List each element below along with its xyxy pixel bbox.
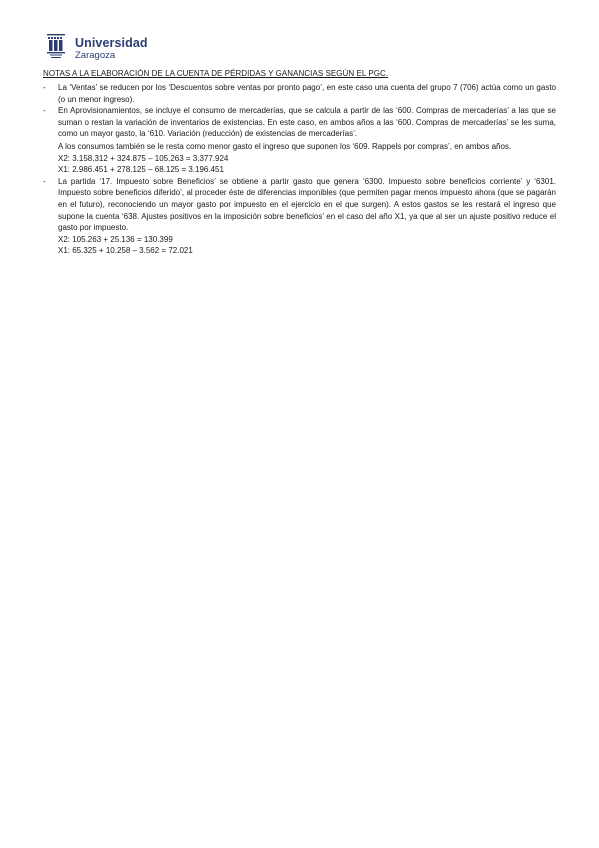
- calculation-line: X2: 3.158.312 + 324.875 – 105.263 = 3.377.924: [58, 153, 229, 163]
- list-item: [43, 176, 556, 257]
- list-item: [43, 105, 556, 176]
- logo-title: Universidad: [75, 36, 148, 50]
- university-crest-icon: [44, 33, 68, 63]
- note-paragraph: En Aprovisionamientos, se incluye el consumo de mercaderías, que se calcula a partir de las ‘600. Compras de mercaderías’ a las que se suman o restan la variación de inventarios de existencias. En este caso, en ambos años a las ‘600. Compras de mercaderías’ se les suma, como un mayor gasto, la ‘610. Variación (reducción) de existencias de mercaderías’.: [58, 106, 556, 139]
- list-bullet: -: [43, 106, 46, 116]
- university-logo: [44, 33, 164, 65]
- list-bullet: -: [43, 83, 46, 92]
- list-bullet: -: [43, 176, 46, 186]
- notes-list: [43, 82, 556, 257]
- calculation-line: X2: 105.263 + 25.136 = 130.399: [58, 234, 173, 244]
- calculation-line: X1: 2.986.451 + 278.125 – 68.125 = 3.196.451: [58, 165, 224, 175]
- list-item: [43, 82, 556, 105]
- calculation-line: X1: 65.325 + 10.258 – 3.562 = 72.021: [58, 246, 193, 256]
- logo-subtitle: Zaragoza: [75, 50, 116, 61]
- note-paragraph: A los consumos también se le resta como menor gasto el ingreso que suponen los ‘609. Rappels por compras’, en ambos años.: [58, 141, 512, 151]
- document-heading: NOTAS A LA ELABORACIÓN DE LA CUENTA DE PÉRDIDAS Y GANANCIAS SEGÚN EL PGC.: [43, 69, 389, 78]
- note-paragraph: La partida ‘17. Impuesto sobre Beneficios’ se obtiene a partir gasto que genera ‘6300. Impuesto sobre beneficios corriente’ y ‘6301. Impuesto sobre beneficios diferido’, al proceder éste de diferencias imponibles (que permiten pagar menos impuesto ahora (que se pagarán en el futuro), reconociendo un mayor gasto por impuesto en el ejercicio en el que surgen). A estos gastos se les restará el ingreso que supone la cuenta ‘638. Ajustes positivos en la imposición sobre beneficios’ en el caso del año X1, ya que al ser un ajuste positivo reduce el gasto por impuesto.: [58, 176, 556, 233]
- note-paragraph: La ‘Ventas’ se reducen por los ‘Descuentos sobre ventas por pronto pago’, en este caso una cuenta del grupo 7 (706) actúa como un gasto (o un menor ingreso).: [58, 83, 556, 104]
